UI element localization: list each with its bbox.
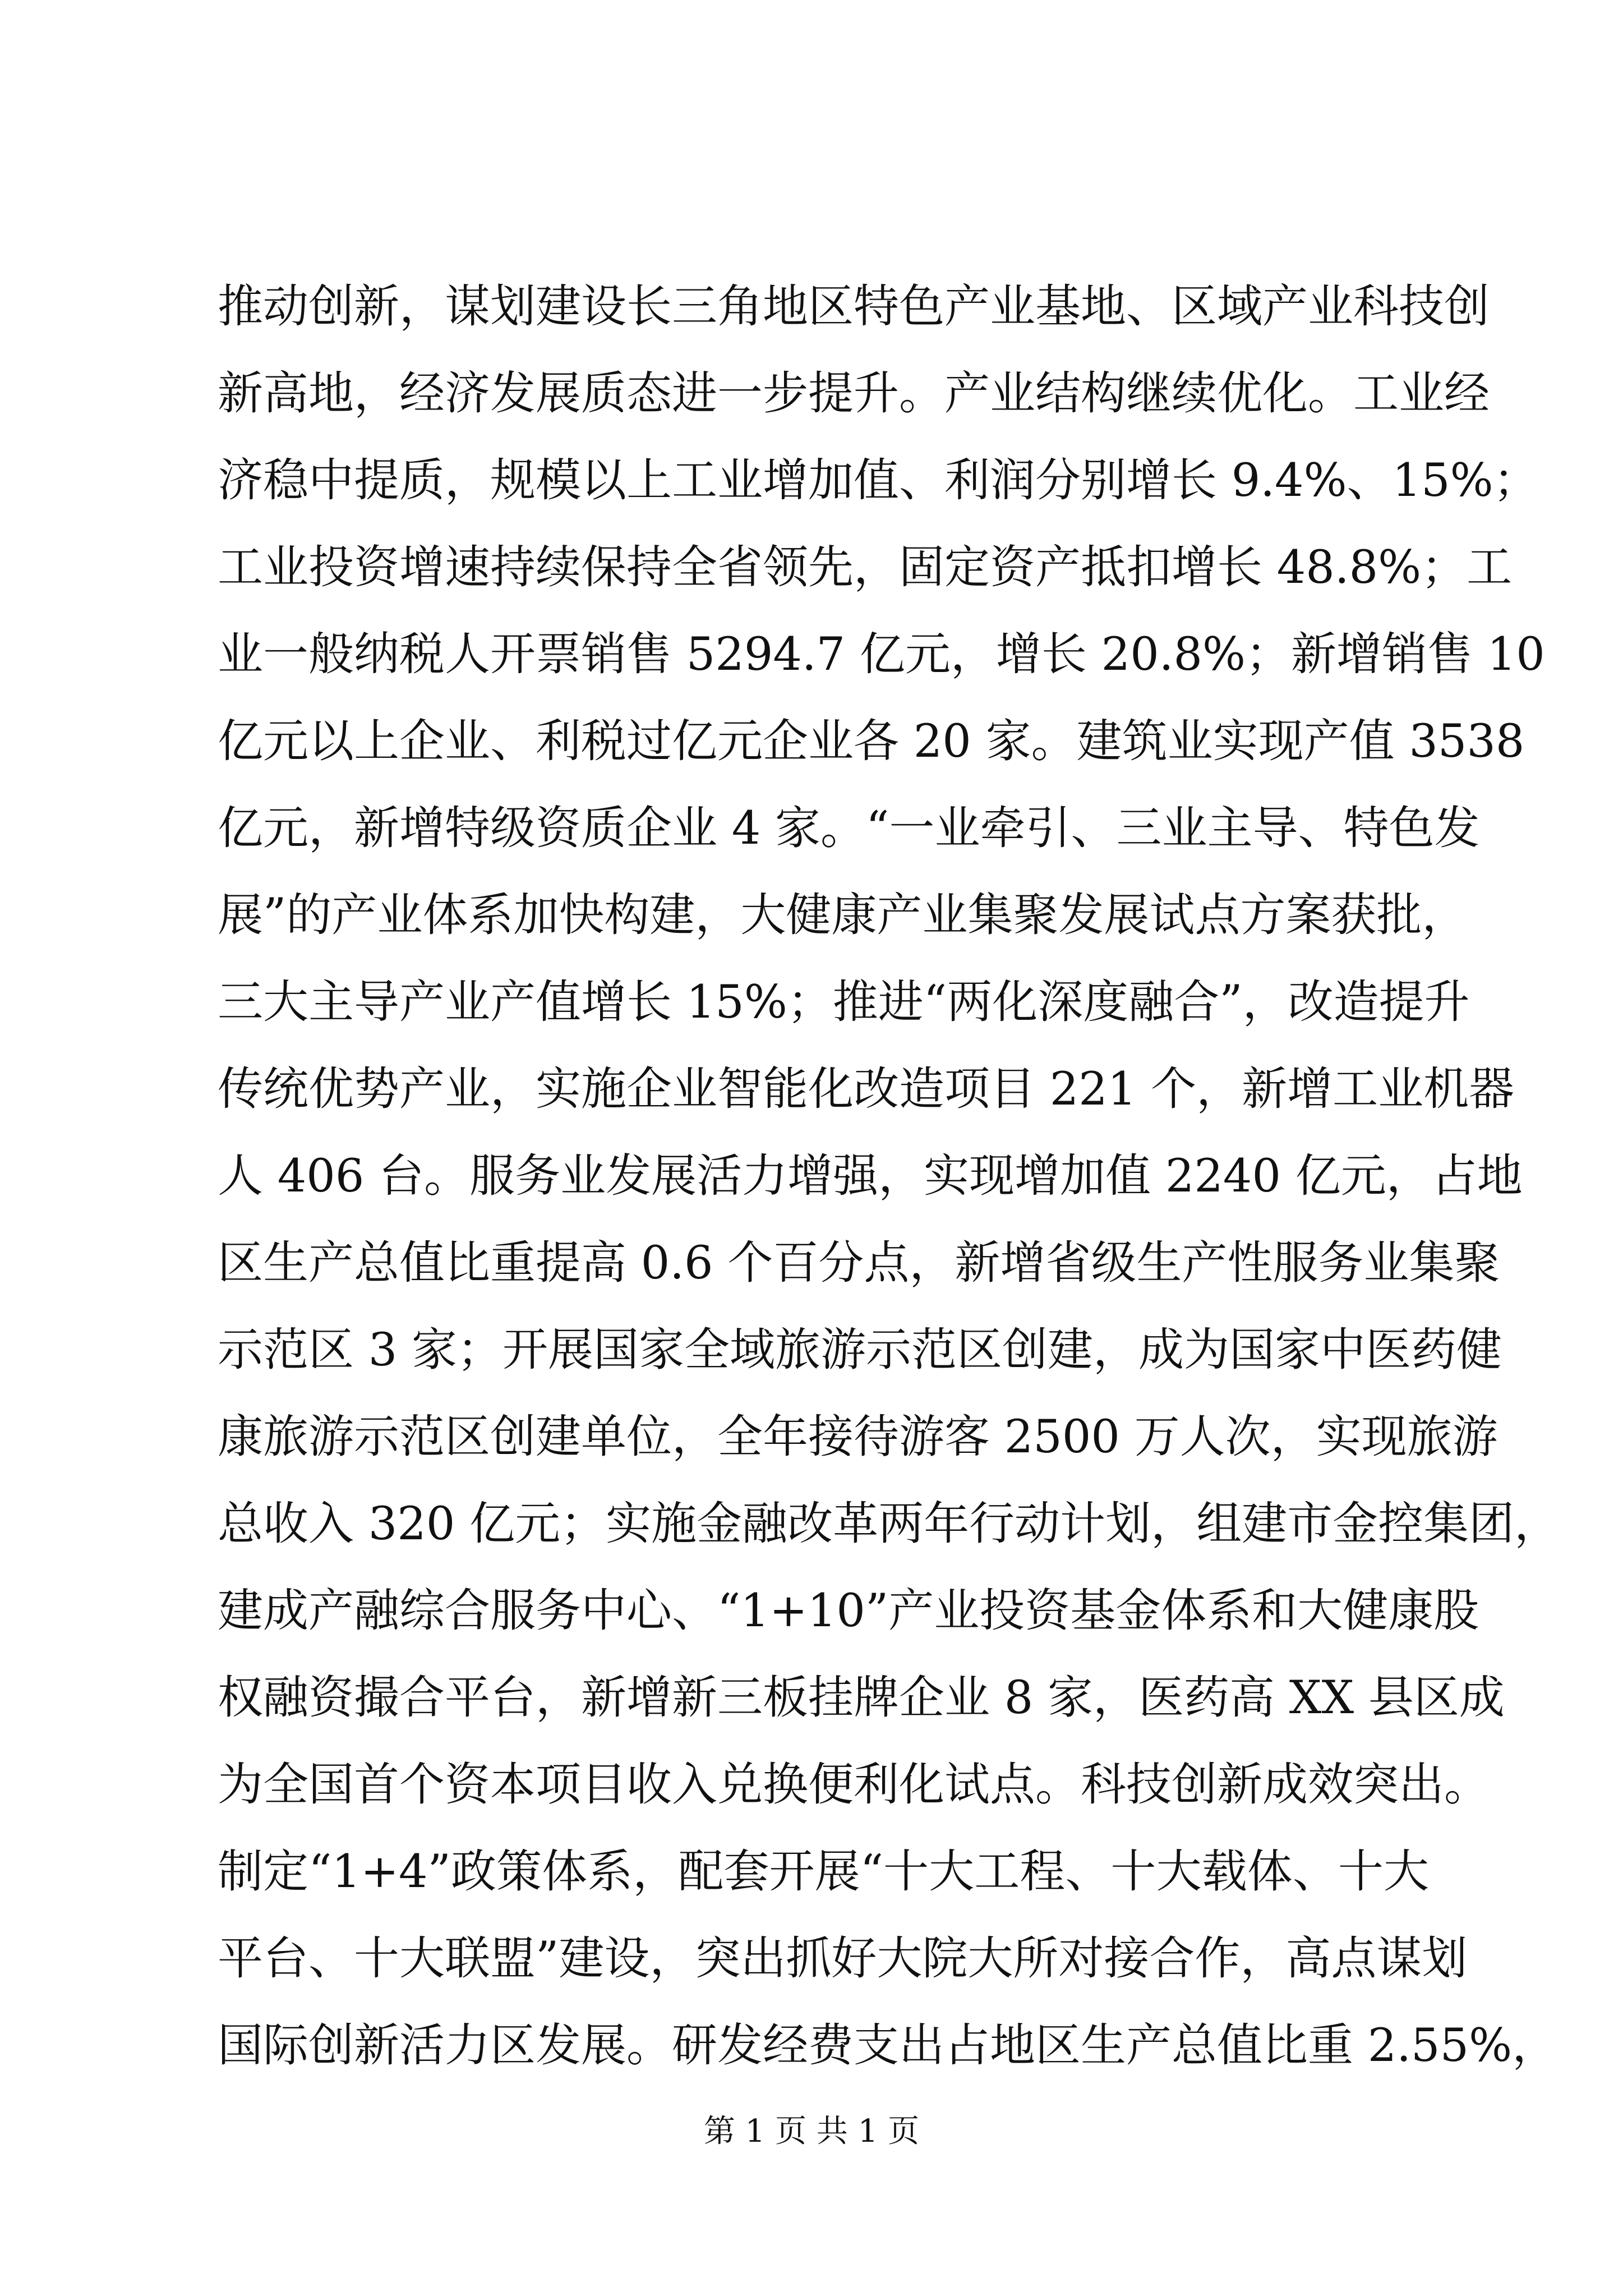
text-line: 平台、十大联盟”建设，突出抓好大院大所对接合作，高点谋划	[218, 1932, 1468, 1985]
text-line: 济稳中提质，规模以上工业增加值、利润分别增长 9.4%、15%；	[218, 454, 1539, 507]
text-line: 新高地，经济发展质态进一步提升。产业结构继续优化。工业经	[218, 367, 1490, 420]
text-line: 示范区 3 家；开展国家全域旅游示范区创建，成为国家中医药健	[218, 1324, 1502, 1377]
text-line: 制定“1+4”政策体系，配套开展“十大工程、十大载体、十大	[218, 1846, 1429, 1898]
text-line: 展”的产业体系加快构建，大健康产业集聚发展试点方案获批，	[218, 889, 1468, 942]
text-line: 建成产融综合服务中心、“1+10”产业投资基金体系和大健康股	[218, 1585, 1479, 1637]
text-line: 三大主导产业产值增长 15%；推进“两化深度融合”，改造提升	[218, 976, 1470, 1029]
text-line: 业一般纳税人开票销售 5294.7 亿元，增长 20.8%；新增销售 10	[218, 628, 1545, 681]
text-line: 亿元，新增特级资质企业 4 家。“一业牵引、三业主导、特色发	[218, 802, 1480, 855]
text-line: 康旅游示范区创建单位，全年接待游客 2500 万人次，实现旅游	[218, 1411, 1498, 1464]
body-paragraph	[218, 264, 1560, 2090]
text-line: 总收入 320 亿元；实施金融改革两年行动计划，组建市金控集团，	[218, 1498, 1560, 1550]
text-line: 权融资撮合平台，新增新三板挂牌企业 8 家，医药高 XX 县区成	[218, 1672, 1505, 1724]
text-line: 为全国首个资本项目收入兑换便利化试点。科技创新成效突出。	[218, 1759, 1490, 1811]
text-line: 工业投资增速持续保持全省领先，固定资产抵扣增长 48.8%；工	[218, 541, 1513, 594]
page-footer: 第 1 页 共 1 页	[703, 2113, 920, 2150]
text-line: 区生产总值比重提高 0.6 个百分点，新增省级生产性服务业集聚	[218, 1237, 1500, 1290]
text-line: 国际创新活力区发展。研发经费支出占地区生产总值比重 2.55%，	[218, 2019, 1558, 2072]
text-line: 人 406 台。服务业发展活力增强，实现增加值 2240 亿元，占地	[218, 1150, 1523, 1203]
text-line: 传统优势产业，实施企业智能化改造项目 221 个，新增工业机器	[218, 1063, 1515, 1116]
text-line: 亿元以上企业、利税过亿元企业各 20 家。建筑业实现产值 3538	[218, 715, 1525, 768]
text-line: 推动创新，谋划建设长三角地区特色产业基地、区域产业科技创	[218, 280, 1490, 333]
